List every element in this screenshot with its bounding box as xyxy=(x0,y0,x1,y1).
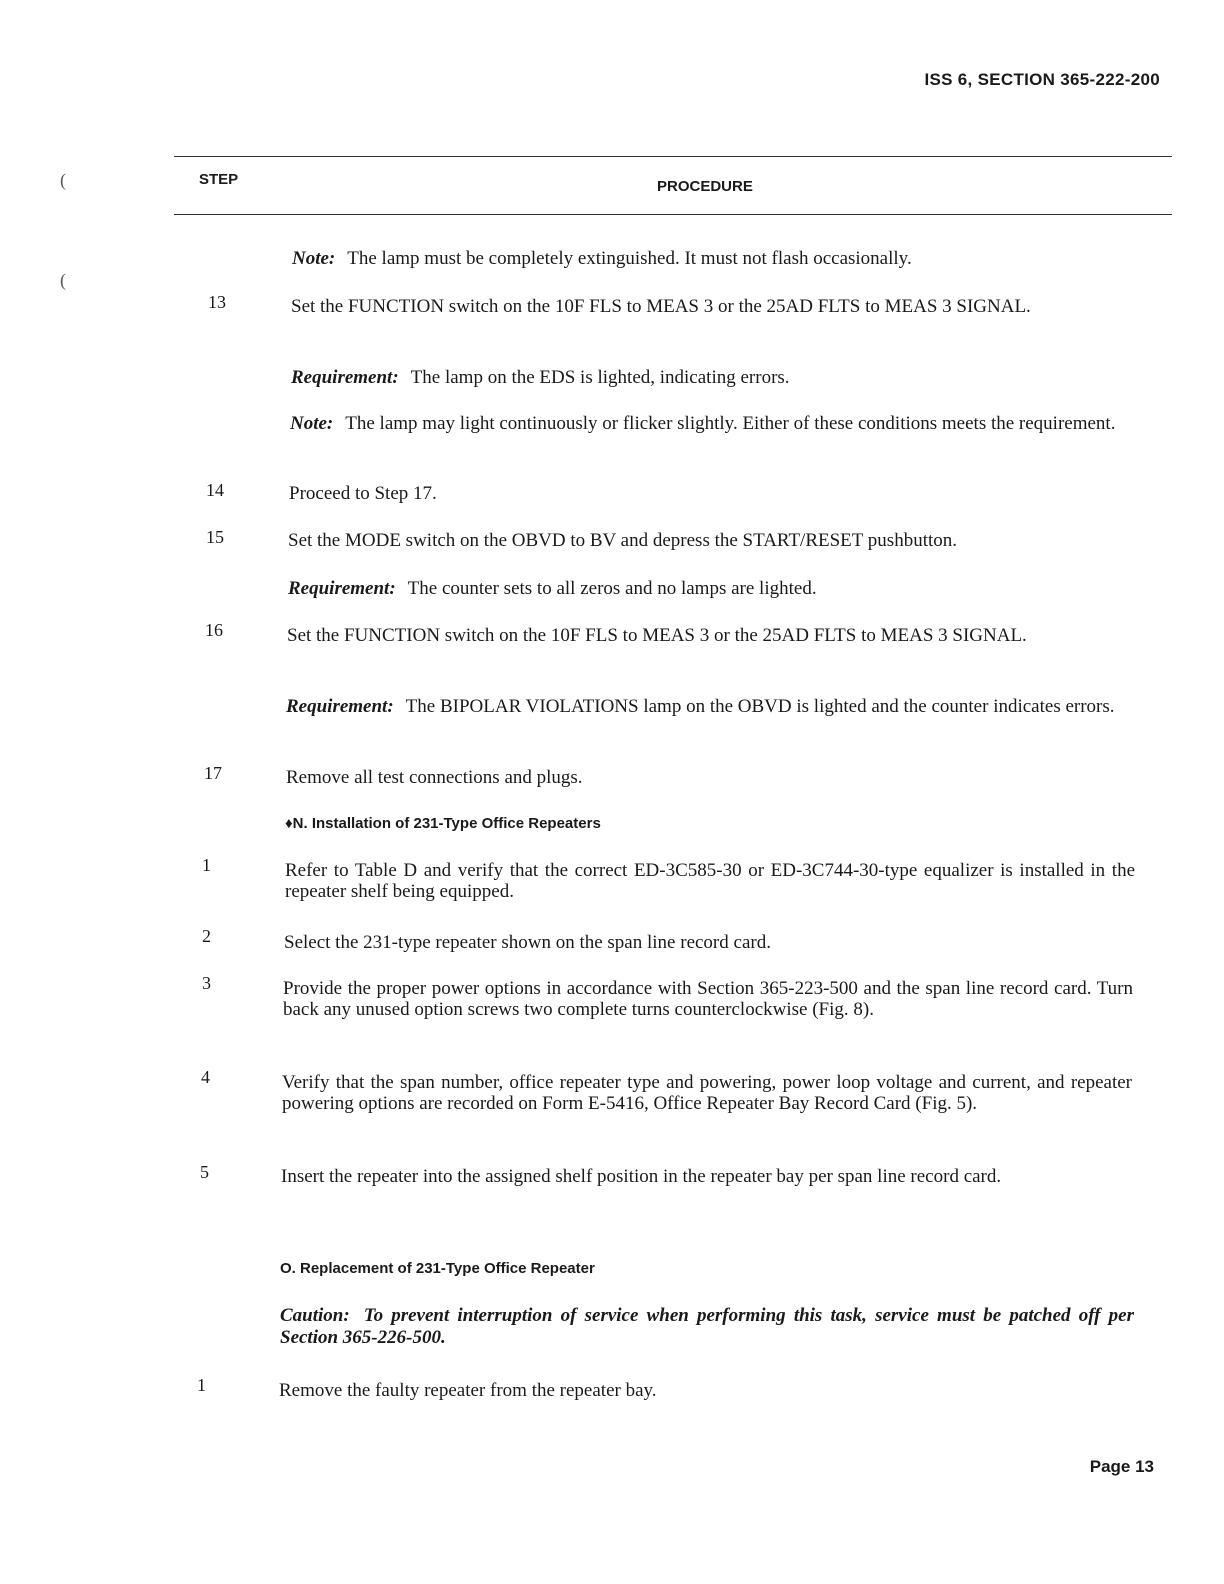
caution-label: Caution: xyxy=(280,1305,350,1326)
margin-mark: ( xyxy=(60,270,66,290)
note-label: Note: xyxy=(292,248,336,269)
procedure-column-header: PROCEDURE xyxy=(657,178,753,195)
step-number: 17 xyxy=(204,763,222,783)
step-text: Remove all test connections and plugs. xyxy=(286,767,583,788)
step-text: Select the 231-type repeater shown on the span line record card. xyxy=(284,932,771,953)
note-text: The lamp must be completely extinguished. It must not flash occasionally. xyxy=(347,248,912,269)
margin-mark: ( xyxy=(60,170,66,190)
step-text: Set the MODE switch on the OBVD to BV and depress the START/RESET pushbutton. xyxy=(288,530,957,551)
note-label: Note: xyxy=(290,413,334,434)
caution xyxy=(280,1305,1134,1349)
table-header-rule xyxy=(174,214,1172,215)
requirement-text: The counter sets to all zeros and no lamps are lighted. xyxy=(407,578,817,599)
step-text: Set the FUNCTION switch on the 10F FLS to MEAS 3 or the 25AD FLTS to MEAS 3 SIGNAL. xyxy=(287,625,1027,646)
step-text: Refer to Table D and verify that the correct ED-3C585-30 or ED-3C744-30-type equalizer is installed in the repeater shelf being equipped. xyxy=(285,860,1135,902)
step-text: Remove the faulty repeater from the repeater bay. xyxy=(279,1380,657,1401)
step-number: 1 xyxy=(197,1375,206,1395)
requirement xyxy=(288,578,1138,599)
requirement-label: Requirement: xyxy=(288,578,396,599)
step-number: 2 xyxy=(202,926,211,946)
note-text: The lamp may light continuously or flicker slightly. Either of these conditions meets the requirement. xyxy=(345,413,1116,434)
step-number: 15 xyxy=(206,527,224,547)
table-top-rule xyxy=(174,156,1172,157)
note xyxy=(292,248,1142,269)
section-heading: ♦N. Installation of 231-Type Office Repeaters xyxy=(285,815,601,832)
requirement-text: The lamp on the EDS is lighted, indicating errors. xyxy=(410,367,790,388)
page-number: Page 13 xyxy=(1089,1457,1154,1476)
step-number: 16 xyxy=(205,620,223,640)
requirement xyxy=(286,696,1136,717)
step-number: 13 xyxy=(208,292,226,312)
step-text: Verify that the span number, office repeater type and powering, power loop voltage and current, and repeater powering options are recorded on Form E-5416, Office Repeater Bay Record Card (Fig. 5). xyxy=(282,1072,1132,1114)
requirement xyxy=(291,367,1141,388)
step-column-header: STEP xyxy=(199,171,239,188)
step-text: Set the FUNCTION switch on the 10F FLS to MEAS 3 or the 25AD FLTS to MEAS 3 SIGNAL. xyxy=(291,296,1031,317)
requirement-text: The BIPOLAR VIOLATIONS lamp on the OBVD is lighted and the counter indicates errors. xyxy=(405,696,1115,717)
caution-text: To prevent interruption of service when performing this task, service must be patched off per Section 365-226-500. xyxy=(280,1305,1134,1348)
note xyxy=(290,413,1140,434)
requirement-label: Requirement: xyxy=(286,696,394,717)
step-number: 4 xyxy=(201,1067,210,1087)
step-number: 5 xyxy=(200,1162,209,1182)
step-text: Insert the repeater into the assigned shelf position in the repeater bay per span line record card. xyxy=(281,1166,1002,1187)
section-heading: O. Replacement of 231-Type Office Repeater xyxy=(280,1260,595,1277)
step-number: 14 xyxy=(206,480,224,500)
step-text: Provide the proper power options in accordance with Section 365-223-500 and the span line record card. Turn back any unused option screws two complete turns counterclockwise (Fig. 8). xyxy=(283,978,1133,1020)
step-text: Proceed to Step 17. xyxy=(289,483,437,504)
step-number: 1 xyxy=(202,855,211,875)
requirement-label: Requirement: xyxy=(291,367,399,388)
section-reference: ISS 6, SECTION 365-222-200 xyxy=(924,70,1160,89)
step-number: 3 xyxy=(202,973,211,993)
